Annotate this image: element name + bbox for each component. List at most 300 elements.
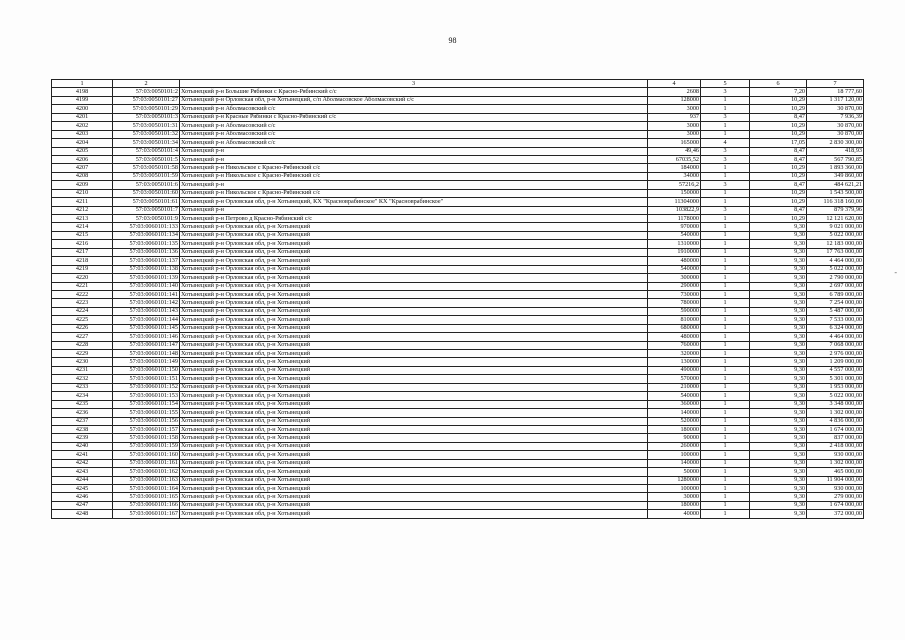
- category-cell: 1: [701, 425, 750, 433]
- cadastral-number-cell: 57:03:0060101:143: [113, 307, 180, 315]
- row-index-cell: 4240: [52, 442, 113, 450]
- category-cell: 1: [701, 485, 750, 493]
- table-row: [52, 409, 864, 417]
- value-cell: 18 777,60: [807, 88, 864, 96]
- category-cell: 1: [701, 459, 750, 467]
- rate-cell: 10,29: [750, 198, 807, 206]
- area-cell: 360000: [648, 400, 701, 408]
- table-row: [52, 366, 864, 374]
- location-cell: Хотынецкий р-н Орловская обл, р-н Хотынецкий: [180, 442, 648, 450]
- location-cell: Хотынецкий р-н Орловская обл, р-н Хотынецкий: [180, 324, 648, 332]
- area-cell: 970000: [648, 223, 701, 231]
- location-cell: Хотынецкий р-н Орловская обл, р-н Хотынецкий: [180, 493, 648, 501]
- category-cell: 1: [701, 324, 750, 332]
- column-header: 2: [113, 80, 180, 88]
- value-cell: 465 000,00: [807, 468, 864, 476]
- cadastral-number-cell: 57:03:0060101:161: [113, 459, 180, 467]
- location-cell: Хотынецкий р-н Орловская обл, р-н Хотынецкий: [180, 434, 648, 442]
- category-cell: 1: [701, 409, 750, 417]
- value-cell: 7 936,39: [807, 113, 864, 121]
- value-cell: 7 068 000,00: [807, 341, 864, 349]
- area-cell: 290000: [648, 282, 701, 290]
- column-header: 4: [648, 80, 701, 88]
- row-index-cell: 4247: [52, 501, 113, 509]
- table-row: [52, 350, 864, 358]
- rate-cell: 9,30: [750, 366, 807, 374]
- row-index-cell: 4221: [52, 282, 113, 290]
- location-cell: Хотынецкий р-н Аболмасовский с/с: [180, 130, 648, 138]
- cadastral-number-cell: 57:03:0050101:31: [113, 122, 180, 130]
- rate-cell: 8,47: [750, 155, 807, 163]
- rate-cell: 9,30: [750, 324, 807, 332]
- area-cell: 810000: [648, 316, 701, 324]
- category-cell: 1: [701, 358, 750, 366]
- cadastral-number-cell: 57:03:0060101:158: [113, 434, 180, 442]
- value-cell: 6 324 000,00: [807, 324, 864, 332]
- table-row: [52, 248, 864, 256]
- cadastral-number-cell: 57:03:0060101:135: [113, 240, 180, 248]
- category-cell: 1: [701, 400, 750, 408]
- table-row: [52, 476, 864, 484]
- cadastral-number-cell: 57:03:0060101:162: [113, 468, 180, 476]
- location-cell: Хотынецкий р-н Орловская обл, р-н Хотынецкий: [180, 290, 648, 298]
- location-cell: Хотынецкий р-н Орловская обл, р-н Хотынецкий: [180, 417, 648, 425]
- value-cell: 1 543 500,00: [807, 189, 864, 197]
- table-row: [52, 510, 864, 518]
- rate-cell: 10,29: [750, 189, 807, 197]
- table-row: [52, 282, 864, 290]
- column-header: 5: [701, 80, 750, 88]
- table-row: [52, 139, 864, 147]
- rate-cell: 10,29: [750, 164, 807, 172]
- area-cell: 540000: [648, 392, 701, 400]
- location-cell: Хотынецкий р-н Орловская обл, р-н Хотынецкий: [180, 451, 648, 459]
- row-index-cell: 4243: [52, 468, 113, 476]
- row-index-cell: 4232: [52, 375, 113, 383]
- table-row: [52, 358, 864, 366]
- category-cell: 1: [701, 299, 750, 307]
- cadastral-number-cell: 57:03:0060101:140: [113, 282, 180, 290]
- row-index-cell: 4203: [52, 130, 113, 138]
- row-index-cell: 4212: [52, 206, 113, 214]
- area-cell: 540000: [648, 231, 701, 239]
- cadastral-number-cell: 57:03:0060101:151: [113, 375, 180, 383]
- location-cell: Хотынецкий р-н Орловская обл, р-н Хотынецкий: [180, 459, 648, 467]
- row-index-cell: 4209: [52, 181, 113, 189]
- cadastral-number-cell: 57:03:0060101:136: [113, 248, 180, 256]
- category-cell: 1: [701, 231, 750, 239]
- rate-cell: 10,29: [750, 96, 807, 104]
- area-cell: 540000: [648, 265, 701, 273]
- row-index-cell: 4234: [52, 392, 113, 400]
- value-cell: 4 464 000,00: [807, 333, 864, 341]
- cadastral-number-cell: 57:03:0060101:138: [113, 265, 180, 273]
- value-cell: 879 379,96: [807, 206, 864, 214]
- value-cell: 484 621,21: [807, 181, 864, 189]
- location-cell: Хотынецкий р-н Орловская обл, р-н Хотынецкий: [180, 383, 648, 391]
- category-cell: 1: [701, 164, 750, 172]
- table-row: [52, 468, 864, 476]
- value-cell: 2 697 000,00: [807, 282, 864, 290]
- location-cell: Хотынецкий р-н Орловская обл, р-н Хотынецкий: [180, 375, 648, 383]
- area-cell: 1910000: [648, 248, 701, 256]
- cadastral-number-cell: 57:03:0050101:7: [113, 206, 180, 214]
- location-cell: Хотынецкий р-н Никольское с Красно-Рябинский с/с: [180, 164, 648, 172]
- cadastral-number-cell: 57:03:0050101:4: [113, 147, 180, 155]
- rate-cell: 9,30: [750, 248, 807, 256]
- rate-cell: 9,30: [750, 442, 807, 450]
- table-row: [52, 417, 864, 425]
- table-row: [52, 164, 864, 172]
- row-index-cell: 4214: [52, 223, 113, 231]
- row-index-cell: 4225: [52, 316, 113, 324]
- value-cell: 5 022 000,00: [807, 265, 864, 273]
- area-cell: 130000: [648, 358, 701, 366]
- category-cell: 1: [701, 501, 750, 509]
- category-cell: 1: [701, 375, 750, 383]
- rate-cell: 9,30: [750, 290, 807, 298]
- rate-cell: 9,30: [750, 240, 807, 248]
- table-row: [52, 96, 864, 104]
- area-cell: 3000: [648, 122, 701, 130]
- row-index-cell: 4210: [52, 189, 113, 197]
- location-cell: Хотынецкий р-н Орловская обл, р-н Хотынецкий: [180, 425, 648, 433]
- row-index-cell: 4213: [52, 215, 113, 223]
- row-index-cell: 4230: [52, 358, 113, 366]
- rate-cell: 9,30: [750, 257, 807, 265]
- table-row: [52, 307, 864, 315]
- location-cell: Хотынецкий р-н Орловская обл, р-н Хотынецкий: [180, 510, 648, 518]
- location-cell: Хотынецкий р-н Никольское с Красно-Рябинский с/с: [180, 172, 648, 180]
- location-cell: Хотынецкий р-н Аболмасовский с/с: [180, 105, 648, 113]
- area-cell: 140000: [648, 459, 701, 467]
- location-cell: Хотынецкий р-н Орловская обл, р-н Хотынецкий: [180, 468, 648, 476]
- category-cell: 1: [701, 476, 750, 484]
- rate-cell: 10,29: [750, 105, 807, 113]
- location-cell: Хотынецкий р-н Аболмасовский с/с: [180, 122, 648, 130]
- category-cell: 1: [701, 468, 750, 476]
- cadastral-number-cell: 57:03:0060101:164: [113, 485, 180, 493]
- location-cell: Хотынецкий р-н Орловская обл, р-н Хотынецкий: [180, 316, 648, 324]
- rate-cell: 9,30: [750, 409, 807, 417]
- category-cell: 1: [701, 493, 750, 501]
- rate-cell: 9,30: [750, 468, 807, 476]
- cadastral-number-cell: 57:03:0060101:165: [113, 493, 180, 501]
- cadastral-number-cell: 57:03:0060101:145: [113, 324, 180, 332]
- value-cell: 9 021 000,00: [807, 223, 864, 231]
- table-row: [52, 130, 864, 138]
- cadastral-number-cell: 57:03:0050101:34: [113, 139, 180, 147]
- location-cell: Хотынецкий р-н Орловская обл, р-н Хотынецкий: [180, 265, 648, 273]
- rate-cell: 9,30: [750, 383, 807, 391]
- cadastral-number-cell: 57:03:0050101:3: [113, 113, 180, 121]
- table-row: [52, 442, 864, 450]
- area-cell: 90000: [648, 434, 701, 442]
- table-row: [52, 316, 864, 324]
- category-cell: 1: [701, 265, 750, 273]
- rate-cell: 9,30: [750, 476, 807, 484]
- rate-cell: 9,30: [750, 485, 807, 493]
- cadastral-number-cell: 57:03:0060101:148: [113, 350, 180, 358]
- table-row: [52, 105, 864, 113]
- location-cell: Хотынецкий р-н Красные Рябинки с Красно-Рябинский с/с: [180, 113, 648, 121]
- row-index-cell: 4205: [52, 147, 113, 155]
- cadastral-number-cell: 57:03:0050101:27: [113, 96, 180, 104]
- location-cell: Хотынецкий р-н: [180, 147, 648, 155]
- cadastral-number-cell: 57:03:0060101:147: [113, 341, 180, 349]
- row-index-cell: 4199: [52, 96, 113, 104]
- rate-cell: 9,30: [750, 425, 807, 433]
- land-plot-register-table: [51, 79, 864, 519]
- row-index-cell: 4229: [52, 350, 113, 358]
- value-cell: 930 000,00: [807, 485, 864, 493]
- table-row: [52, 274, 864, 282]
- location-cell: Хотынецкий р-н Орловская обл, р-н Хотынецкий: [180, 350, 648, 358]
- value-cell: 2 790 000,00: [807, 274, 864, 282]
- value-cell: 12 183 000,00: [807, 240, 864, 248]
- row-index-cell: 4242: [52, 459, 113, 467]
- table-row: [52, 147, 864, 155]
- rate-cell: 9,30: [750, 333, 807, 341]
- rate-cell: 9,30: [750, 350, 807, 358]
- rate-cell: 8,47: [750, 181, 807, 189]
- row-index-cell: 4208: [52, 172, 113, 180]
- table-row: [52, 459, 864, 467]
- cadastral-number-cell: 57:03:0050101:29: [113, 105, 180, 113]
- table-row: [52, 383, 864, 391]
- cadastral-number-cell: 57:03:0060101:167: [113, 510, 180, 518]
- category-cell: 1: [701, 223, 750, 231]
- category-cell: 1: [701, 442, 750, 450]
- rate-cell: 9,30: [750, 223, 807, 231]
- area-cell: 760000: [648, 341, 701, 349]
- table-row: [52, 290, 864, 298]
- value-cell: 17 763 000,00: [807, 248, 864, 256]
- category-cell: 3: [701, 206, 750, 214]
- value-cell: 30 870,00: [807, 122, 864, 130]
- cadastral-number-cell: 57:03:0060101:133: [113, 223, 180, 231]
- location-cell: Хотынецкий р-н Никольское с Красно-Рябинский с/с: [180, 189, 648, 197]
- cadastral-number-cell: 57:03:0050101:58: [113, 164, 180, 172]
- area-cell: 128000: [648, 96, 701, 104]
- rate-cell: 10,29: [750, 130, 807, 138]
- rate-cell: 8,47: [750, 147, 807, 155]
- category-cell: 3: [701, 181, 750, 189]
- rate-cell: 7,20: [750, 88, 807, 96]
- value-cell: 1 674 000,00: [807, 425, 864, 433]
- category-cell: 3: [701, 147, 750, 155]
- rate-cell: 9,30: [750, 316, 807, 324]
- value-cell: 2 418 000,00: [807, 442, 864, 450]
- area-cell: 210000: [648, 383, 701, 391]
- value-cell: 5 301 000,00: [807, 375, 864, 383]
- value-cell: 1 317 120,00: [807, 96, 864, 104]
- row-index-cell: 4248: [52, 510, 113, 518]
- value-cell: 1 674 000,00: [807, 501, 864, 509]
- rate-cell: 9,30: [750, 417, 807, 425]
- cadastral-number-cell: 57:03:0060101:155: [113, 409, 180, 417]
- location-cell: Хотынецкий р-н: [180, 155, 648, 163]
- area-cell: 3000: [648, 105, 701, 113]
- value-cell: 6 789 000,00: [807, 290, 864, 298]
- category-cell: 1: [701, 96, 750, 104]
- value-cell: 837 000,00: [807, 434, 864, 442]
- row-index-cell: 4228: [52, 341, 113, 349]
- area-cell: 300000: [648, 274, 701, 282]
- row-index-cell: 4237: [52, 417, 113, 425]
- area-cell: 3000: [648, 130, 701, 138]
- value-cell: 5 022 000,00: [807, 392, 864, 400]
- value-cell: 7 254 000,00: [807, 299, 864, 307]
- row-index-cell: 4236: [52, 409, 113, 417]
- row-index-cell: 4216: [52, 240, 113, 248]
- area-cell: 730000: [648, 290, 701, 298]
- table-row: [52, 206, 864, 214]
- area-cell: 49,46: [648, 147, 701, 155]
- row-index-cell: 4241: [52, 451, 113, 459]
- cadastral-number-cell: 57:03:0050101:60: [113, 189, 180, 197]
- value-cell: 1 953 000,00: [807, 383, 864, 391]
- rate-cell: 9,30: [750, 282, 807, 290]
- table-row: [52, 265, 864, 273]
- row-index-cell: 4231: [52, 366, 113, 374]
- value-cell: 418,93: [807, 147, 864, 155]
- row-index-cell: 4238: [52, 425, 113, 433]
- table-row: [52, 341, 864, 349]
- area-cell: 1178000: [648, 215, 701, 223]
- page-number: 98: [448, 36, 457, 45]
- cadastral-number-cell: 57:03:0060101:139: [113, 274, 180, 282]
- cadastral-number-cell: 57:03:0060101:144: [113, 316, 180, 324]
- rate-cell: 9,30: [750, 434, 807, 442]
- area-cell: 100000: [648, 485, 701, 493]
- location-cell: Хотынецкий р-н Аболмасовский с/с: [180, 139, 648, 147]
- area-cell: 1280000: [648, 476, 701, 484]
- category-cell: 1: [701, 282, 750, 290]
- location-cell: Хотынецкий р-н Орловская обл, р-н Хотынецкий: [180, 501, 648, 509]
- category-cell: 1: [701, 240, 750, 248]
- category-cell: 1: [701, 510, 750, 518]
- row-index-cell: 4207: [52, 164, 113, 172]
- row-index-cell: 4224: [52, 307, 113, 315]
- rate-cell: 9,30: [750, 341, 807, 349]
- rate-cell: 10,29: [750, 172, 807, 180]
- location-cell: Хотынецкий р-н Орловская обл, р-н Хотынецкий: [180, 248, 648, 256]
- category-cell: 1: [701, 451, 750, 459]
- table-row: [52, 240, 864, 248]
- row-index-cell: 4222: [52, 290, 113, 298]
- row-index-cell: 4226: [52, 324, 113, 332]
- cadastral-number-cell: 57:03:0060101:142: [113, 299, 180, 307]
- cadastral-number-cell: 57:03:0050101:9: [113, 215, 180, 223]
- area-cell: 50000: [648, 468, 701, 476]
- location-cell: Хотынецкий р-н Орловская обл, р-н Хотынецкий: [180, 358, 648, 366]
- cadastral-number-cell: 57:03:0050101:2: [113, 88, 180, 96]
- area-cell: 30000: [648, 493, 701, 501]
- table-row: [52, 425, 864, 433]
- row-index-cell: 4235: [52, 400, 113, 408]
- value-cell: 1 302 000,00: [807, 459, 864, 467]
- rate-cell: 9,30: [750, 400, 807, 408]
- rate-cell: 9,30: [750, 299, 807, 307]
- value-cell: 5 487 000,00: [807, 307, 864, 315]
- area-cell: 103822,9: [648, 206, 701, 214]
- value-cell: 930 000,00: [807, 451, 864, 459]
- area-cell: 490000: [648, 366, 701, 374]
- category-cell: 1: [701, 122, 750, 130]
- cadastral-number-cell: 57:03:0050101:32: [113, 130, 180, 138]
- rate-cell: 9,30: [750, 375, 807, 383]
- cadastral-number-cell: 57:03:0060101:166: [113, 501, 180, 509]
- value-cell: 11 904 000,00: [807, 476, 864, 484]
- row-index-cell: 4246: [52, 493, 113, 501]
- location-cell: Хотынецкий р-н Орловская обл, р-н Хотынецкий: [180, 400, 648, 408]
- table-row: [52, 333, 864, 341]
- row-index-cell: 4239: [52, 434, 113, 442]
- area-cell: 67035,52: [648, 155, 701, 163]
- rate-cell: 9,30: [750, 501, 807, 509]
- table-row: [52, 392, 864, 400]
- row-index-cell: 4204: [52, 139, 113, 147]
- column-header: 6: [750, 80, 807, 88]
- value-cell: 116 318 160,00: [807, 198, 864, 206]
- location-cell: Хотынецкий р-н Орловская обл, р-н Хотынецкий: [180, 299, 648, 307]
- location-cell: Хотынецкий р-н Орловская обл, р-н Хотынецкий: [180, 223, 648, 231]
- category-cell: 1: [701, 307, 750, 315]
- table-row: [52, 223, 864, 231]
- area-cell: 570000: [648, 375, 701, 383]
- area-cell: 57216,2: [648, 181, 701, 189]
- row-index-cell: 4198: [52, 88, 113, 96]
- category-cell: 1: [701, 198, 750, 206]
- category-cell: 3: [701, 113, 750, 121]
- row-index-cell: 4227: [52, 333, 113, 341]
- cadastral-number-cell: 57:03:0060101:150: [113, 366, 180, 374]
- area-cell: 184000: [648, 164, 701, 172]
- row-index-cell: 4217: [52, 248, 113, 256]
- area-cell: 1310000: [648, 240, 701, 248]
- row-index-cell: 4215: [52, 231, 113, 239]
- cadastral-number-cell: 57:03:0050101:5: [113, 155, 180, 163]
- rate-cell: 8,47: [750, 113, 807, 121]
- value-cell: 7 533 000,00: [807, 316, 864, 324]
- value-cell: 1 302 000,00: [807, 409, 864, 417]
- location-cell: Хотынецкий р-н Большие Рябинки с Красно-Рябинский с/с: [180, 88, 648, 96]
- value-cell: 12 121 620,00: [807, 215, 864, 223]
- area-cell: 320000: [648, 350, 701, 358]
- cadastral-number-cell: 57:03:0060101:156: [113, 417, 180, 425]
- location-cell: Хотынецкий р-н Орловская обл, р-н Хотынецкий: [180, 485, 648, 493]
- category-cell: 1: [701, 248, 750, 256]
- row-index-cell: 4211: [52, 198, 113, 206]
- rate-cell: 17,05: [750, 139, 807, 147]
- value-cell: 4 836 000,00: [807, 417, 864, 425]
- value-cell: 2 830 300,00: [807, 139, 864, 147]
- cadastral-number-cell: 57:03:0060101:154: [113, 400, 180, 408]
- table-row: [52, 485, 864, 493]
- cadastral-number-cell: 57:03:0060101:137: [113, 257, 180, 265]
- cadastral-number-cell: 57:03:0050101:61: [113, 198, 180, 206]
- table-row: [52, 172, 864, 180]
- category-cell: 1: [701, 215, 750, 223]
- row-index-cell: 4218: [52, 257, 113, 265]
- area-cell: 680000: [648, 324, 701, 332]
- location-cell: Хотынецкий р-н Орловская обл, р-н Хотынецкий, с/п Аболмасовское Аболмасовский с/с: [180, 96, 648, 104]
- category-cell: 1: [701, 392, 750, 400]
- edge-mark: -: [894, 268, 897, 277]
- rate-cell: 9,30: [750, 451, 807, 459]
- value-cell: 4 464 000,00: [807, 257, 864, 265]
